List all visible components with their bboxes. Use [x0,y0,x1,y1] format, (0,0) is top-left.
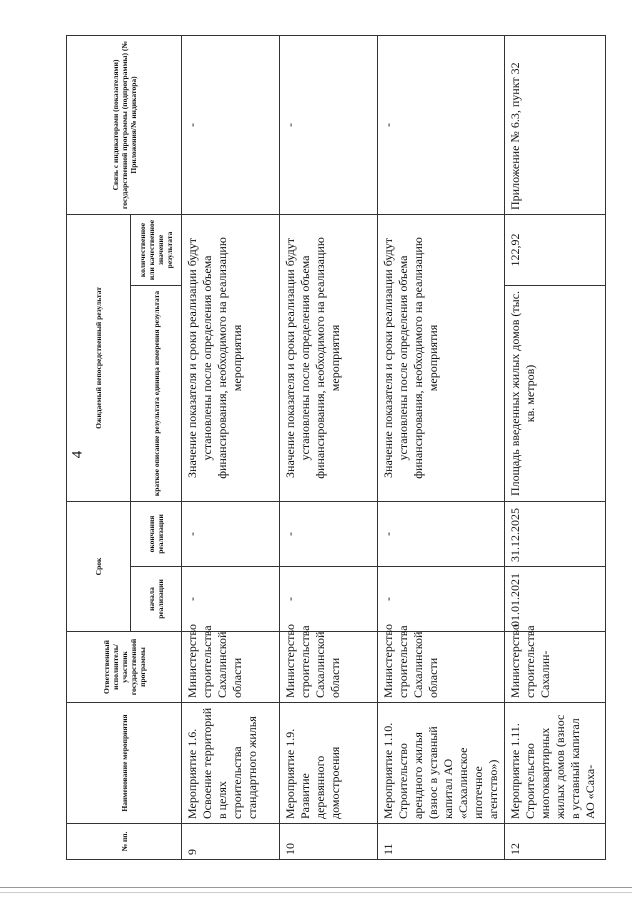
scan-edge-line [0,892,632,893]
row-result-value: 122,92 [505,214,606,285]
header-result: Ожидаемый непосредственный результат [67,214,131,501]
header-result-value: количественное или качественное значение результата [131,214,182,285]
row-start: - [378,567,505,632]
row-num: 9 [182,824,280,860]
table-row [280,35,378,859]
row-num: 12 [505,824,606,860]
page-number: 4 [69,450,86,459]
row-name: Мероприятие 1.9. Развитие деревянного домостроения [280,703,378,824]
row-result-desc: Значение показателя и сроки реализации будут установлены после определения объема финансирования, необходимого на реализацию мероприятия [280,214,378,501]
row-link: - [182,35,280,214]
header-end: окончания реализации [131,501,182,566]
row-link: - [378,35,505,214]
row-link: Приложение № 6.3, пункт 32 [505,35,606,214]
row-start: 01.01.2021 [505,567,606,632]
header-num: № пп. [67,824,182,860]
table-row [182,35,280,859]
table-row [378,35,505,859]
row-end: - [182,501,280,566]
scan-edge-line [0,887,632,888]
row-result-desc: Значение показателя и сроки реализации будут установлены после определения объема финансирования, необходимого на реализацию мероприятия [182,214,280,501]
row-name: Мероприятие 1.10. Строительство арендного жилья (взнос в уставный капитал АО «Сахалинское ипотечное агентство») [378,703,505,824]
row-start: - [182,567,280,632]
header-responsible: Ответственный исполнитель/участник государственной программы [67,632,182,703]
row-end: - [280,501,378,566]
row-end: - [378,501,505,566]
row-responsible: Министерство строительства Сахалинской области [182,632,280,703]
row-num: 11 [378,824,505,860]
row-name: Мероприятие 1.11. Строительство многоквартирных жилых домов (взнос в уставный капитал АО «Саха- [505,703,606,824]
row-start: - [280,567,378,632]
row-link: - [280,35,378,214]
row-num: 10 [280,824,378,860]
header-term: Срок [67,501,131,631]
header-start: начала реализации [131,567,182,632]
row-end: 31.12.2025 [505,501,606,566]
row-responsible: Министерство строительства Сахалинской области [280,632,378,703]
row-name: Мероприятие 1.6. Освоение территорий в целях строительства стандартного жилья [182,703,280,824]
header-link: Связь с индикаторами (показателями) государственной программы (подпрограммы) (№ Приложения/№ индикатора) [67,35,182,214]
header-result-desc: краткое описание результата единица измерения результата [131,285,182,501]
row-responsible: Министерство строительства Сахалин- [505,632,606,703]
row-result-desc: Площадь введенных жилых домов (тыс. кв. метров) [505,285,606,501]
rotated-table-wrapper [66,36,597,860]
row-result-desc: Значение показателя и сроки реализации будут установлены после определения объема финансирования, необходимого на реализацию мероприятия [378,214,505,501]
table-row [505,35,606,859]
activities-table [66,35,606,860]
header-name: Наименование мероприятия [67,703,182,824]
row-responsible: Министерство строительства Сахалинской области [378,632,505,703]
